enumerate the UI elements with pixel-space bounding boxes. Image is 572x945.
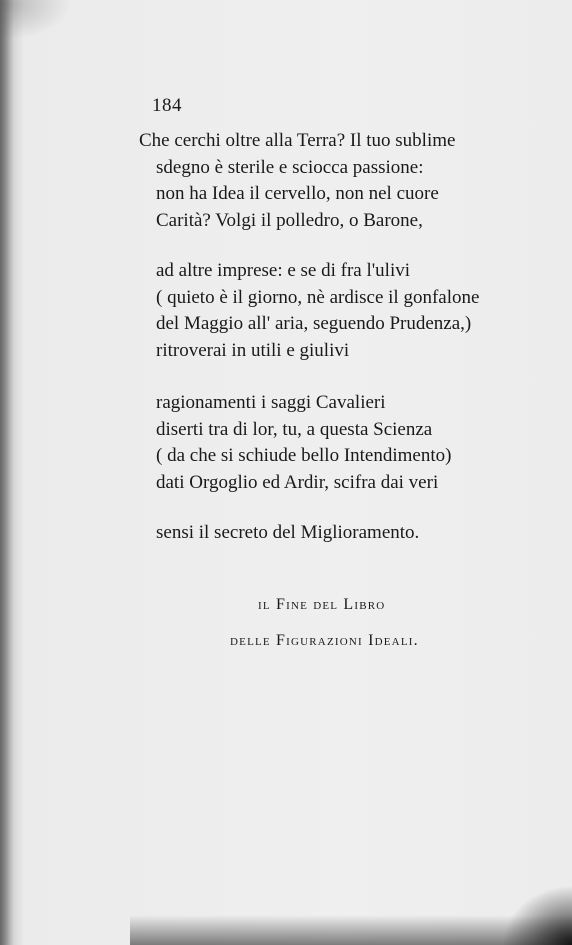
verse-line: ad altre imprese: e se di fra l'ulivi	[156, 260, 411, 281]
page-corner-stain	[0, 0, 70, 40]
stanza-4	[0, 520, 420, 547]
verse-line: sensi il secreto del Miglioramento.	[156, 522, 420, 543]
stanza-3	[0, 390, 452, 496]
verse-line: ( da che si schiude bello Intendimento)	[156, 445, 452, 466]
verse-line: ragionamenti i saggi Cavalieri	[156, 392, 386, 413]
verse-line: Carità? Volgi il polledro, o Barone,	[156, 209, 423, 231]
bottom-corner-blot	[502, 885, 572, 945]
verse-line: Che cerchi oltre alla Terra? Il tuo sublime	[139, 130, 456, 151]
verse-line: dati Orgoglio ed Ardir, scifra dai veri	[156, 471, 439, 493]
verse-line: ( quieto è il giorno, nè ardisce il gonfalone	[156, 286, 480, 308]
colophon-line-1: il Fine del Libro	[258, 596, 386, 613]
verse-line: non ha Idea il cervello, non nel cuore	[156, 183, 439, 204]
colophon-line-2: delle Figurazioni Ideali.	[230, 632, 419, 649]
stanza-1	[0, 128, 456, 234]
verse-line: del Maggio all' aria, seguendo Prudenza,)	[156, 313, 472, 334]
verse-line: ritroverai in utili e giulivi	[156, 339, 350, 361]
page-number: 184	[152, 95, 182, 116]
verse-line: diserti tra di lor, tu, a questa Scienza	[156, 418, 433, 440]
verse-line: sdegno è sterile e sciocca passione:	[156, 156, 424, 178]
stanza-2	[0, 258, 480, 364]
